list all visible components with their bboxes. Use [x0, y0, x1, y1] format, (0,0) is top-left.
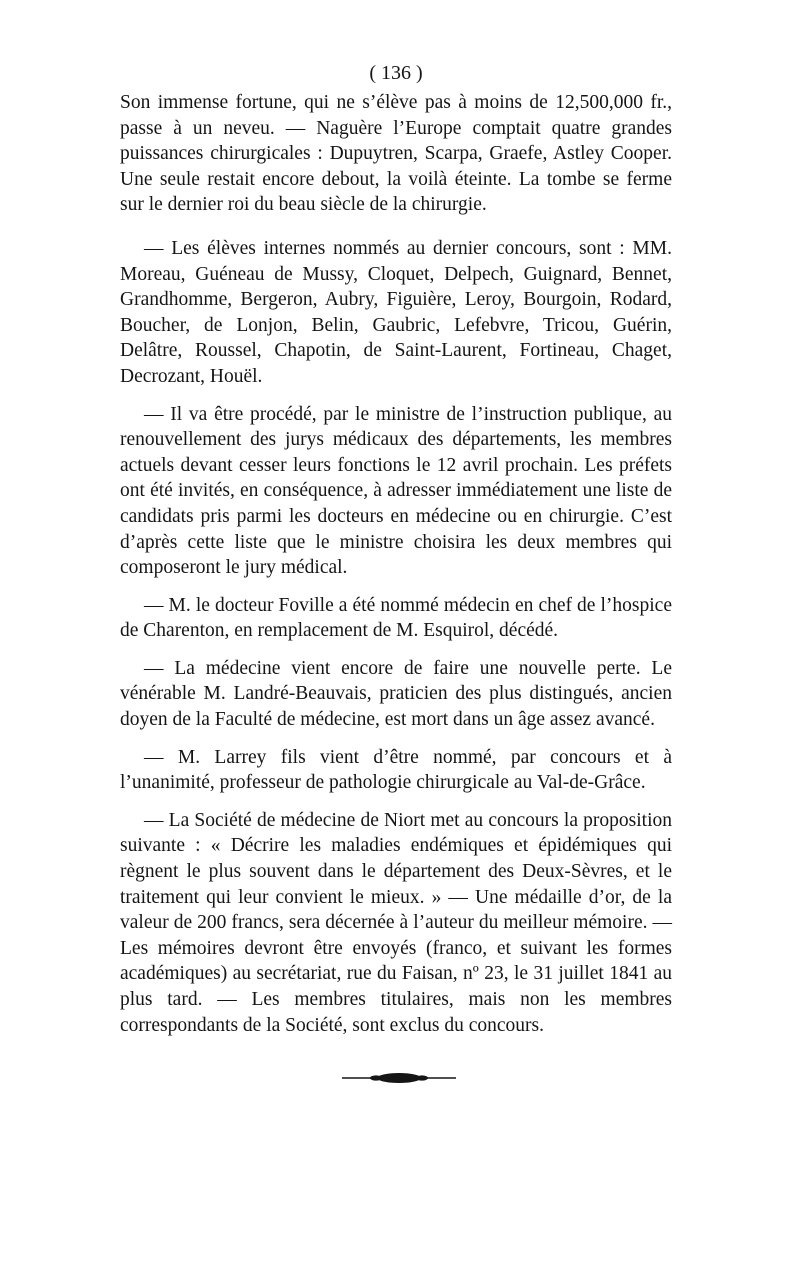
paragraph-niort-society: — La Société de médecine de Niort met au concours la proposition suivante : « Décrire les maladies endémiques et épidémiques qui règnent le plus souvent dans le département des Deux-Sèvres, et le traitement qui leur convient le mieux. » — Une médaille d’or, de la valeur de 200 francs, sera décernée à l’auteur du meilleur mémoire. — Les mémoires devront être envoyés (franco, et suivant les formes académiques) au secrétariat, rue du Faisan, nº 23, le 31 juillet 1841 au plus tard. — Les membres titulaires, mais non les membres correspondants de la Société, sont exclus du concours.: [120, 809, 672, 1036]
tailpiece-ornament-icon: [340, 1060, 458, 1096]
paragraph-landre-beauvais: — La médecine vient encore de faire une nouvelle perte. Le vénérable M. Landré-Beauvais, praticien des plus distingués, ancien doyen de la Faculté de médecine, est mort dans un âge assez avancé.: [120, 657, 672, 731]
page-number: ( 136 ): [369, 62, 423, 84]
paragraph-foville: — M. le docteur Foville a été nommé médecin en chef de l’hospice de Charenton, en remplacement de M. Esquirol, décédé.: [120, 594, 672, 642]
paragraph-interns: — Les élèves internes nommés au dernier concours, sont : MM. Moreau, Guéneau de Mussy, Cloquet, Delpech, Guignard, Bennet, Grandhomme, Bergeron, Aubry, Figuière, Leroy, Bourgoin, Rodard, Boucher, de Lonjon, Belin, Gaubric, Lefebvre, Tricou, Guérin, Delâtre, Roussel, Chapotin, de Saint-Laurent, Fortineau, Chaget, Decrozant, Houël.: [120, 237, 672, 387]
paragraph-jury: — Il va être procédé, par le ministre de l’instruction publique, au renouvellement des jurys médicaux des départements, les membres actuels devant cesser leurs fonctions le 12 avril prochain. Les préfets ont été invités, en conséquence, à adresser immédiatement une liste de candidats pris parmi les docteurs en médecine ou en chirurgie. C’est d’après cette liste que le ministre choisira les deux membres qui composeront le jury médical.: [120, 403, 672, 579]
paragraph-fortune: Son immense fortune, qui ne s’élève pas à moins de 12,500,000 fr., passe à un neveu. — Naguère l’Europe comptait quatre grandes puissances chirurgicales : Dupuytren, Scarpa, Graefe, Astley Cooper. Une seule restait encore debout, la voilà éteinte. La tombe se ferme sur le dernier roi du beau siècle de la chirurgie.: [120, 92, 672, 216]
paragraph-larrey: — M. Larrey fils vient d’être nommé, par concours et à l’unanimité, professeur de pathologie chirurgicale au Val-de-Grâce.: [120, 746, 672, 794]
